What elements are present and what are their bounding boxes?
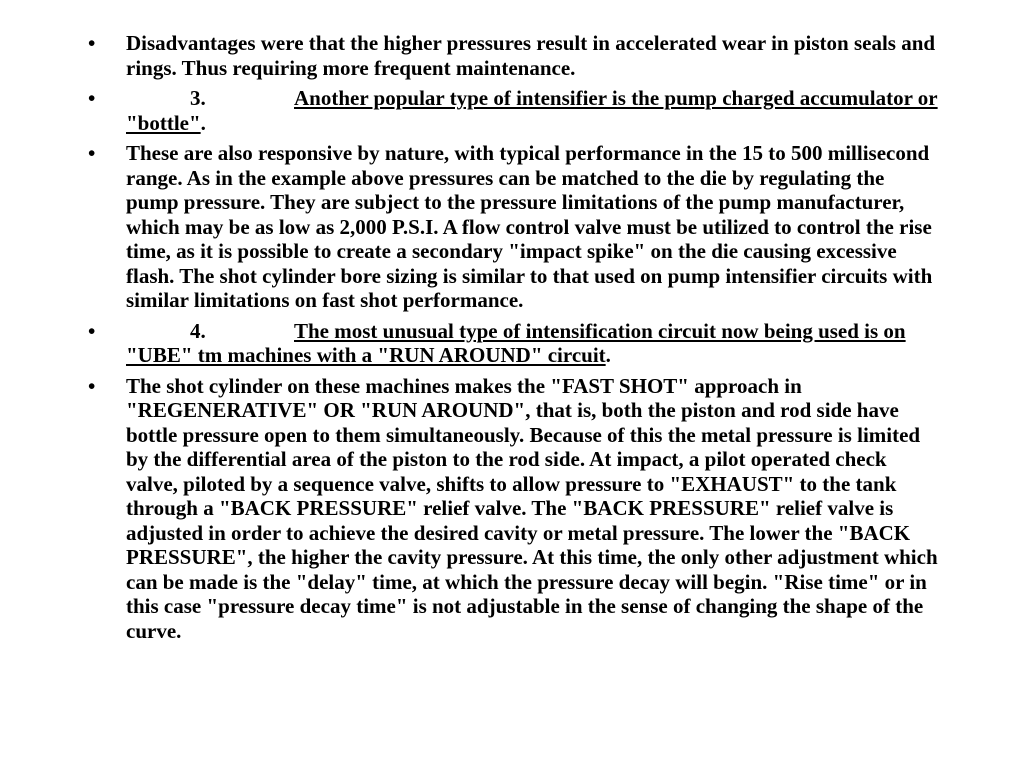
bullet-item-responsive: [88, 141, 940, 313]
bullet-icon: •: [88, 141, 96, 165]
bullet-item-shot-cylinder: [88, 374, 940, 644]
bullet-text: These are also responsive by nature, with typical performance in the 15 to 500 millisecond range. As in the example above pressures can be matched to the die by regulating the pump pressure. They are subject to the pressure limitations of the pump manufacturer, which may be as low as 2,000 P.S.I. A flow control valve must be utilized to control the rise time, as it is possible to create a secondary "impact spike" on the die causing excessive flash. The shot cylinder bore sizing is similar to that used on pump intensifier circuits with similar limitations on fast shot performance.: [126, 141, 933, 312]
bullet-icon: •: [88, 86, 96, 110]
bullet-text: Disadvantages were that the higher pressures result in accelerated wear in piston seals and rings. Thus requiring more frequent maintenance.: [126, 31, 936, 80]
underlined-heading: The most unusual type of intensification circuit now being used is on "UBE" tm machines with a "RUN AROUND" circuit: [126, 318, 906, 367]
underlined-heading: Another popular type of intensifier is the pump charged accumulator or "bottle": [126, 86, 938, 135]
bullet-list: [88, 31, 940, 649]
heading-period: .: [605, 343, 611, 367]
bullet-text: The shot cylinder on these machines makes the "FAST SHOT" approach in "REGENERATIVE" OR "RUN AROUND", that is, both the piston and rod side have bottle pressure open to them simultaneously. Because of this the metal pressure is limited by the differential area of the piston to the rod side. At impact, a pilot operated check valve, piloted by a sequence valve, shifts to allow pressure to "EXHAUST" to the tank through a "BACK PRESSURE" relief valve. The "BACK PRESSURE" relief valve is adjusted in order to achieve the desired cavity or metal pressure. The lower the "BACK PRESSURE", the higher the cavity pressure. At this time, the only other adjustment which can be made is the "delay" time, at which the pressure decay will begin. "Rise time" or in this case "pressure decay time" is not adjustable in the sense of changing the shape of the curve.: [126, 373, 938, 643]
bullet-icon: •: [88, 373, 96, 398]
bullet-item-run-around-circuit: [88, 319, 940, 368]
bullet-item-disadvantages: [88, 31, 940, 80]
item-number: 3.: [190, 86, 206, 110]
bullet-item-pump-charged-accumulator: [88, 86, 940, 135]
bullet-icon: •: [88, 31, 96, 55]
bullet-icon: •: [88, 318, 96, 343]
heading-period: .: [200, 110, 206, 135]
item-number: 4.: [190, 318, 206, 343]
